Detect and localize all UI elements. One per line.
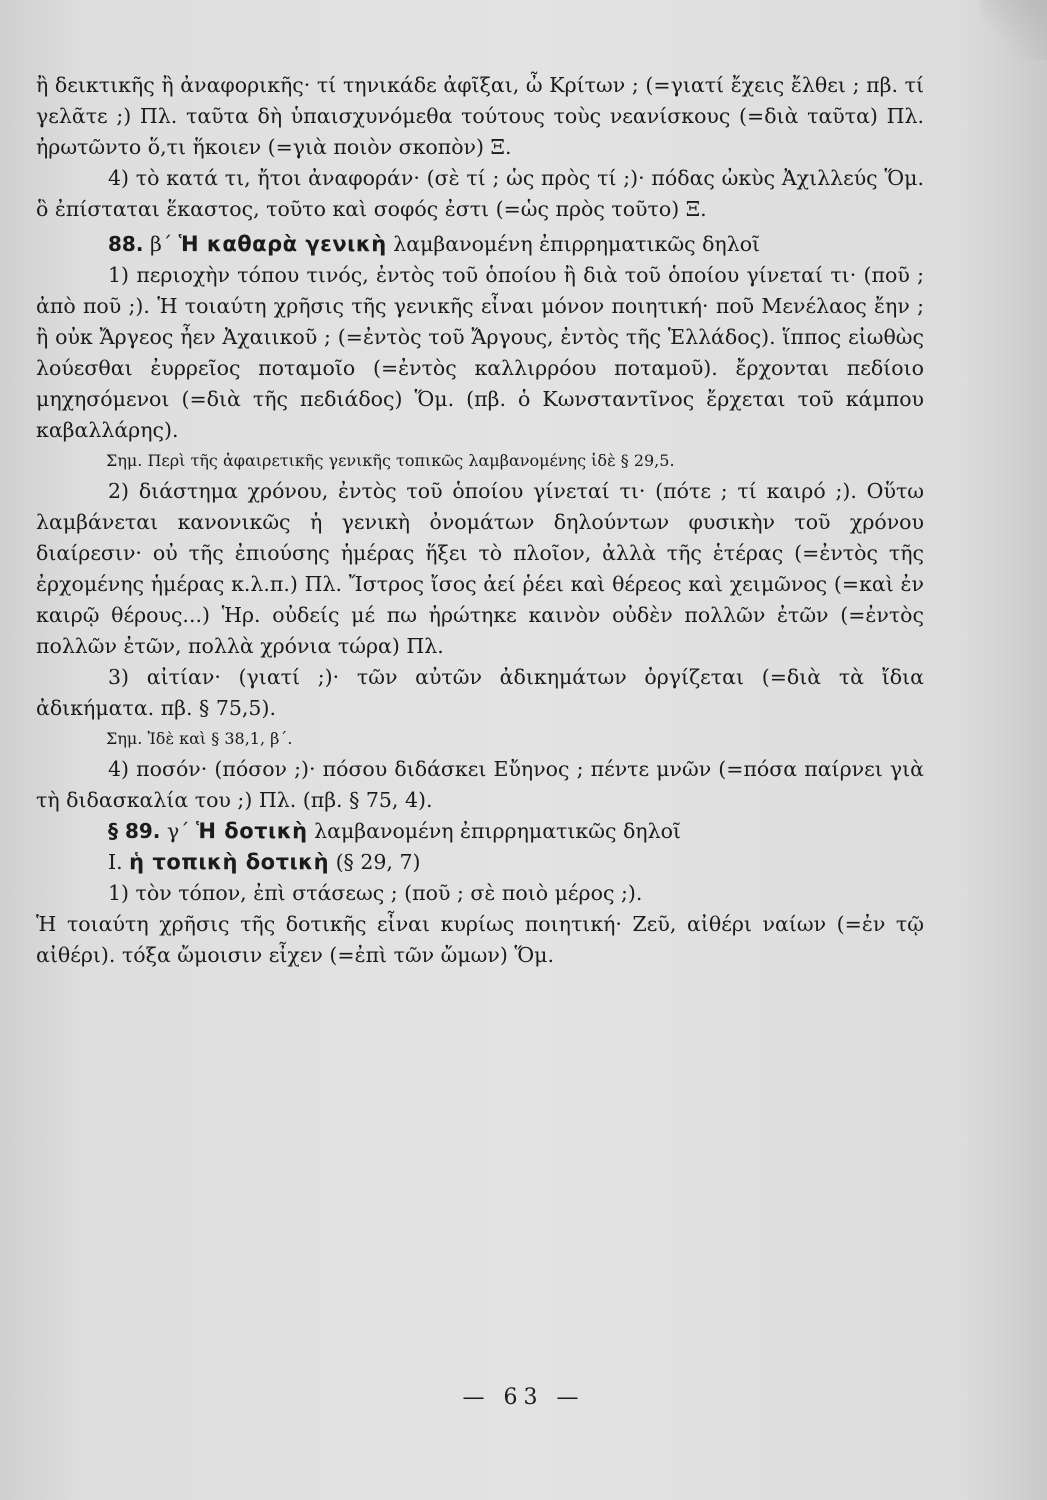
paragraph-89-1b: Ἡ τοιαύτη χρῆσις τῆς δοτικῆς εἶναι κυρίως ποιητική· Ζεῦ, αἰθέρι ναίων (=ἐν τῷ αἰθέρι). τόξα ὤμοισιν εἶχεν (=ἐπὶ τῶν ὤμων) Ὅμ. xyxy=(36,912,924,967)
note-1: Σημ. Περὶ τῆς ἀφαιρετικῆς γενικῆς τοπικῶς λαμβανομένης ἰδὲ § 29,5. xyxy=(106,451,675,470)
section-89-heading xyxy=(36,816,924,847)
page-text xyxy=(36,70,924,971)
subsection-1-label: I. xyxy=(108,850,123,874)
paragraph-continuation: ἢ δεικτικῆς ἢ ἀναφορικῆς· τί τηνικάδε ἀφῖξαι, ὦ Κρίτων ; (=γιατί ἔχεις ἔλθει ; πβ. τί γελᾶτε ;) Πλ. ταῦτα δὴ ὑπαισχυνόμεθα τούτους τοὺς νεανίσκους (=διὰ ταῦτα) Πλ. ἠρωτῶντο ὅ,τι ἥκοιεν (=γιὰ ποιὸν σκοπὸν) Ξ. xyxy=(36,73,924,159)
section-89-title: Ἡ δοτικὴ xyxy=(195,819,308,843)
subsection-1-ref: (§ 29, 7) xyxy=(335,850,421,874)
section-89-rest: λαμβανομένη ἐπιρρηματικῶς δηλοῖ xyxy=(314,819,681,843)
note-2: Σημ. Ἰδὲ καὶ § 38,1, β΄. xyxy=(106,729,293,748)
paragraph-88-4: 4) ποσόν· (πόσον ;)· πόσου διδάσκει Εὔηνος ; πέντε μνῶν (=πόσα παίρνει γιὰ τὴ διδασκαλία του ;) Πλ. (πβ. § 75, 4). xyxy=(36,757,924,812)
paragraph-88-2: 2) διάστημα χρόνου, ἐντὸς τοῦ ὁποίου γίνεταί τι· (πότε ; τί καιρό ;). Οὕτω λαμβάνεται κανονικῶς ἡ γενικὴ ὀνομάτων δηλούντων φυσικὴν τοῦ χρόνου διαίρεσιν· οὐ τῆς ἐπιούσης ἡμέρας ἥξει τὸ πλοῖον, ἀλλὰ τῆς ἑτέρας (=ἐντὸς τῆς ἐρχομένης ἡμέρας κ.λ.π.) Πλ. Ἴστρος ἴσος ἀεί ῥέει καὶ θέρεος καὶ χειμῶνος (=καὶ ἐν καιρῷ θέρους...) Ἡρ. οὐδείς μέ πω ἠρώτηκε καινὸν οὐδὲν πολλῶν ἐτῶν (=ἐντὸς πολλῶν ἐτῶν, πολλὰ χρόνια τώρα) Πλ. xyxy=(36,479,924,658)
section-89-marker: γ΄ xyxy=(166,819,190,843)
paragraph-89-1: 1) τὸν τόπον, ἐπὶ στάσεως ; (ποῦ ; σὲ ποιὸ μέρος ;). xyxy=(108,881,643,905)
paragraph-point-4: 4) τὸ κατά τι, ἤτοι ἀναφοράν· (σὲ τί ; ὡς πρὸς τί ;)· πόδας ὠκὺς Ἀχιλλεύς Ὅμ. ὃ ἐπίσταται ἕκαστος, τοῦτο καὶ σοφός ἐστι (=ὡς πρὸς τοῦτο) Ξ. xyxy=(36,166,924,221)
section-88-heading xyxy=(36,229,924,260)
section-88-title: Ἡ καθαρὰ γενικὴ xyxy=(178,232,387,256)
paragraph-88-1: 1) περιοχὴν τόπου τινός, ἐντὸς τοῦ ὁποίου ἢ διὰ τοῦ ὁποίου γίνεταί τι· (ποῦ ; ἀπὸ ποῦ ;). Ἡ τοιαύτη χρῆσις τῆς γενικῆς εἶναι μόνον ποιητική· ποῦ Μενέλαος ἔην ; ἢ οὐκ Ἄργεος ἦεν Ἀχαιικοῦ ; (=ἐντὸς τοῦ Ἄργους, ἐντὸς τῆς Ἑλλάδος). ἵππος εἰωθὼς λούεσθαι ἐυρρεῖος ποταμοῖο (=ἐντὸς καλλιρρόου ποταμοῦ). ἔρχονται πεδίοιο μηχησόμενοι (=διὰ τῆς πεδιάδος) Ὅμ. (πβ. ὁ Κωνσταντῖνος ἔρχεται τοῦ κάμπου καβαλλάρης). xyxy=(36,263,924,442)
page-corner-shadow xyxy=(980,0,1047,60)
page-number: — 63 — xyxy=(462,1385,585,1410)
subsection-1-heading xyxy=(36,847,924,878)
paragraph-88-3: 3) αἰτίαν· (γιατί ;)· τῶν αὐτῶν ἀδικημάτων ὀργίζεται (=διὰ τὰ ἴδια ἀδικήματα. πβ. § 75,5). xyxy=(36,665,924,720)
section-89-number: § 89. xyxy=(108,819,161,843)
section-88-number: 88. xyxy=(108,232,144,256)
section-88-rest: λαμβανομένη ἐπιρρηματικῶς δηλοῖ xyxy=(393,232,761,256)
subsection-1-title: ἡ τοπικὴ δοτικὴ xyxy=(129,850,330,874)
section-88-marker: β΄ xyxy=(149,232,173,256)
